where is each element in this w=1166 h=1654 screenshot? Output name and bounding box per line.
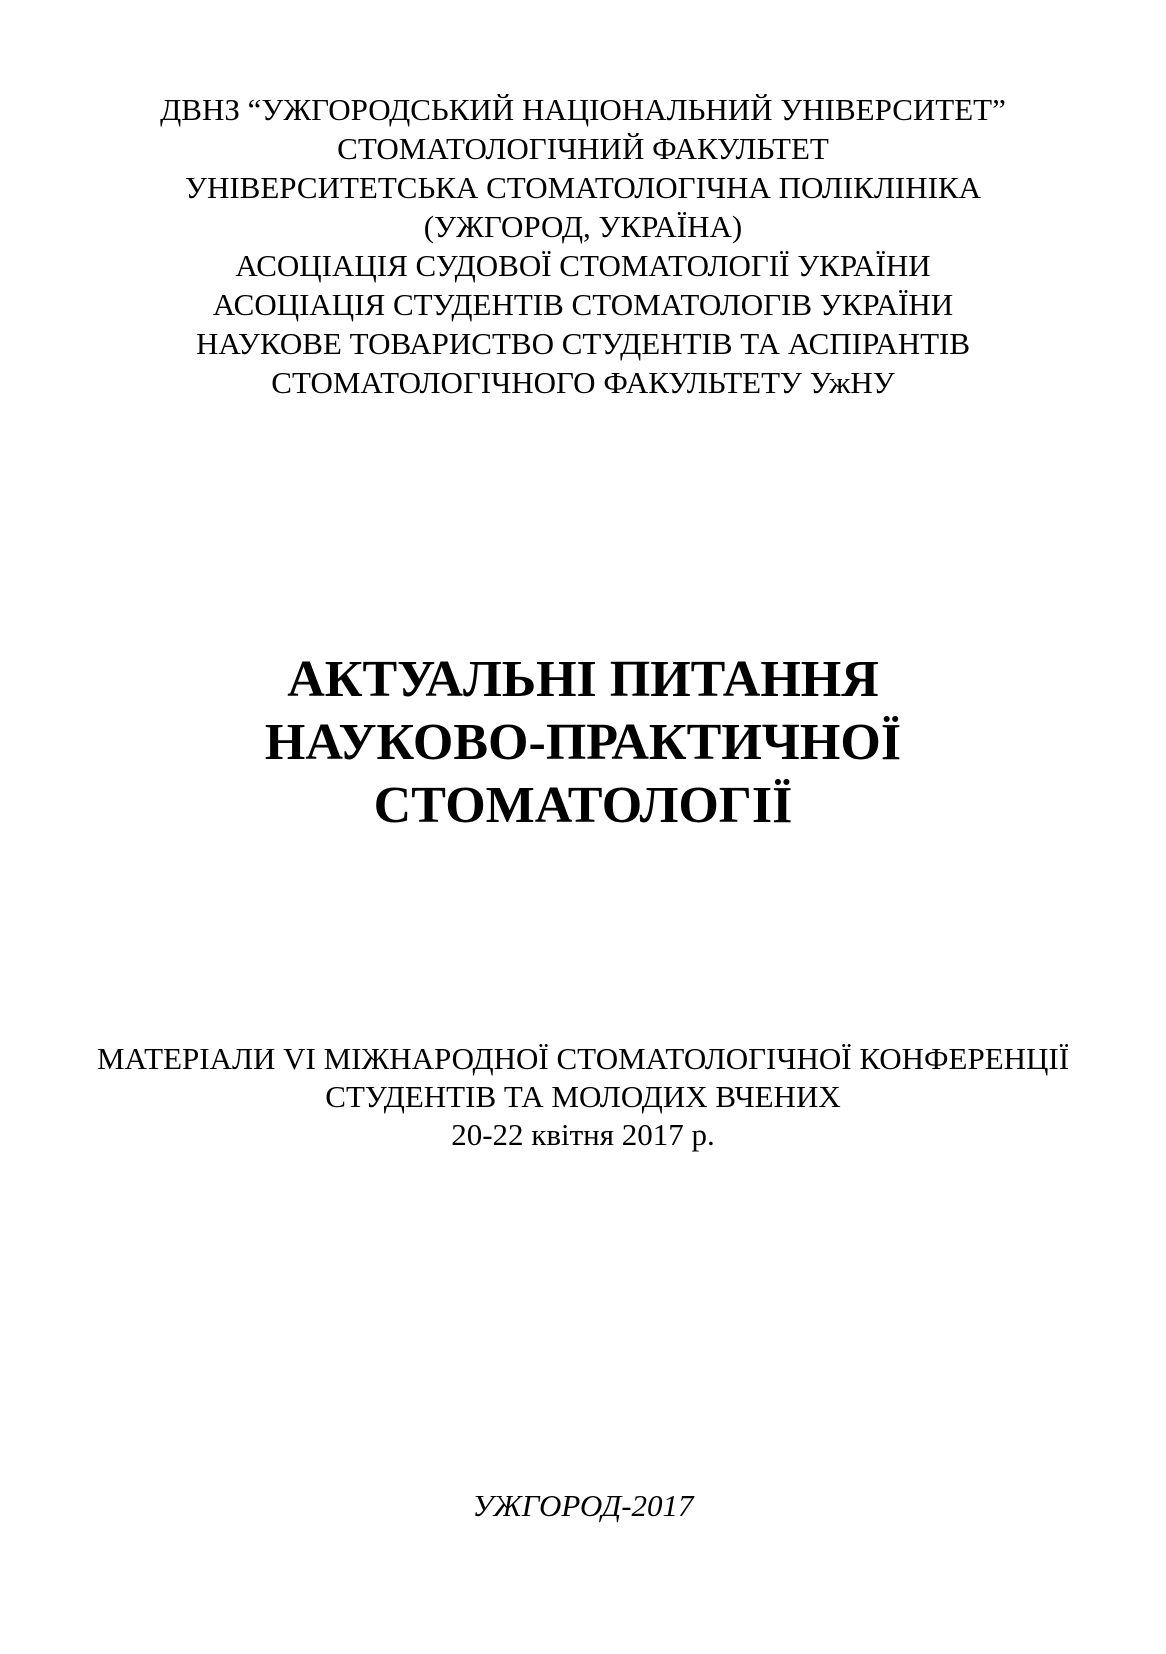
place-year: УЖГОРОД-2017 bbox=[472, 1488, 694, 1523]
materials-line-dates: 20-22 квітня 2017 р. bbox=[451, 1117, 715, 1152]
materials-line-conference: МАТЕРІАЛИ VI МІЖНАРОДНОЇ СТОМАТОЛОГІЧНОЇ КОНФЕРЕНЦІЇ bbox=[96, 1041, 1070, 1076]
title-line-3: СТОМАТОЛОГІЇ bbox=[373, 777, 793, 834]
conference-materials bbox=[0, 1040, 1166, 1154]
header-line-society-faculty: СТОМАТОЛОГІЧНОГО ФАКУЛЬТЕТУ УжНУ bbox=[271, 365, 895, 400]
header-line-forensic-association: АСОЦІАЦІЯ СУДОВОЇ СТОМАТОЛОГІЇ УКРАЇНИ bbox=[235, 248, 931, 283]
header-line-scientific-society: НАУКОВЕ ТОВАРИСТВО СТУДЕНТІВ ТА АСПІРАНТІВ bbox=[195, 326, 971, 361]
header-line-students-association: АСОЦІАЦІЯ СТУДЕНТІВ СТОМАТОЛОГІВ УКРАЇНИ bbox=[212, 287, 954, 322]
place-year-footer bbox=[0, 1487, 1166, 1525]
header-line-faculty: СТОМАТОЛОГІЧНИЙ ФАКУЛЬТЕТ bbox=[337, 131, 829, 166]
materials-line-participants: СТУДЕНТІВ ТА МОЛОДИХ ВЧЕНИХ bbox=[325, 1079, 841, 1114]
document-title bbox=[0, 648, 1166, 837]
header-line-university: ДВНЗ “УЖГОРОДСЬКИЙ НАЦІОНАЛЬНИЙ УНІВЕРСИТЕТ” bbox=[160, 92, 1006, 127]
institution-header bbox=[0, 90, 1166, 402]
title-line-1: АКТУАЛЬНІ ПИТАННЯ bbox=[287, 651, 879, 708]
header-line-location: (УЖГОРОД, УКРАЇНА) bbox=[423, 209, 743, 244]
header-line-polyclinic: УНІВЕРСИТЕТСЬКА СТОМАТОЛОГІЧНА ПОЛІКЛІНІКА bbox=[185, 170, 981, 205]
title-line-2: НАУКОВО-ПРАКТИЧНОЇ bbox=[264, 714, 902, 771]
